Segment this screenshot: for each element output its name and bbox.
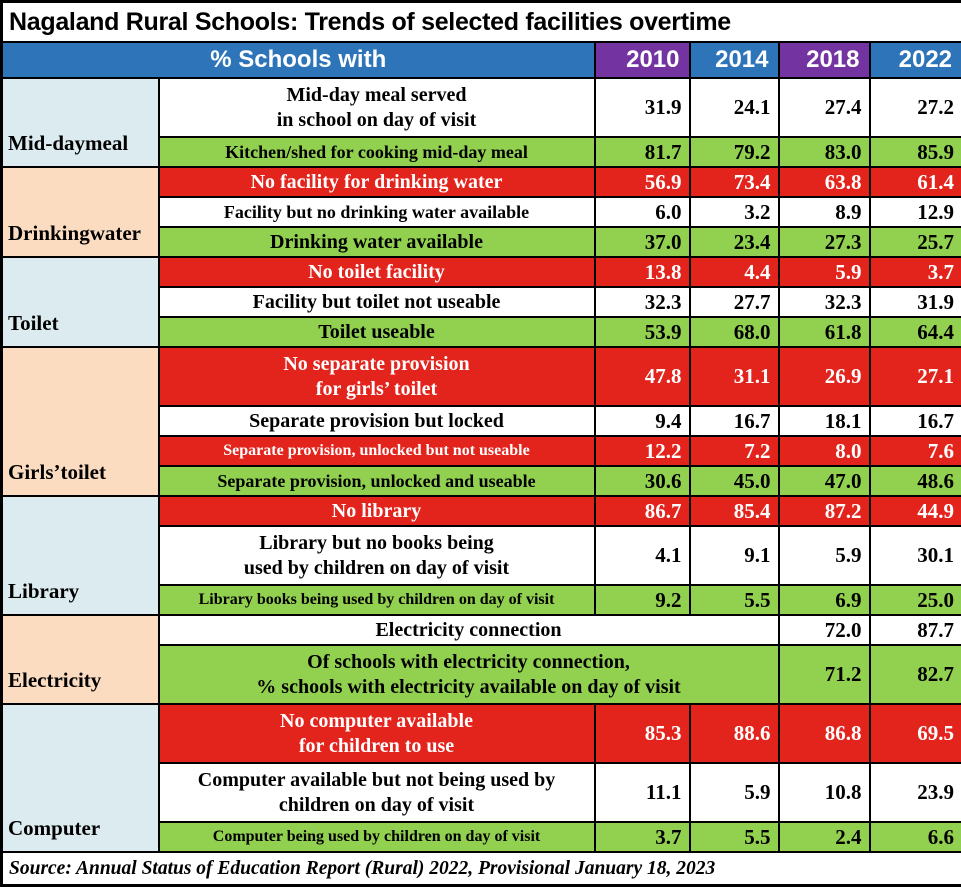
- indicator-label: Computer available but not being used by children on day of visit: [159, 763, 595, 822]
- value-2018: 8.0: [779, 436, 870, 466]
- value-2010: 30.6: [595, 466, 690, 496]
- indicator-label: Separate provision, unlocked and useable: [159, 466, 595, 496]
- value-2014: 7.2: [690, 436, 779, 466]
- value-2010: 37.0: [595, 227, 690, 257]
- value-2010: 85.3: [595, 704, 690, 763]
- value-2022: 31.9: [870, 287, 961, 317]
- indicator-label: No separate provision for girls’ toilet: [159, 347, 595, 406]
- value-2014: 31.1: [690, 347, 779, 406]
- indicator-label: No library: [159, 496, 595, 526]
- value-2018: 27.3: [779, 227, 870, 257]
- value-2010: 47.8: [595, 347, 690, 406]
- value-2010: 81.7: [595, 137, 690, 167]
- indicator-label: Kitchen/shed for cooking mid-day meal: [159, 137, 595, 167]
- value-2022: 85.9: [870, 137, 961, 167]
- value-2022: 12.9: [870, 197, 961, 227]
- value-2022: 44.9: [870, 496, 961, 526]
- value-2010: 56.9: [595, 167, 690, 197]
- value-2014: 5.5: [690, 585, 779, 615]
- year-header-2022: 2022: [870, 42, 961, 78]
- category-label-mid-daymeal: Mid-daymeal: [2, 78, 159, 167]
- title-row: [2, 2, 961, 43]
- value-2022: 48.6: [870, 466, 961, 496]
- value-2022: 7.6: [870, 436, 961, 466]
- indicator-label: Library but no books being used by children on day of visit: [159, 526, 595, 585]
- schools-with-header: % Schools with: [2, 42, 595, 78]
- table-row: [2, 167, 961, 197]
- indicator-label: Library books being used by children on day of visit: [159, 585, 595, 615]
- indicator-label: No facility for drinking water: [159, 167, 595, 197]
- value-2018: 26.9: [779, 347, 870, 406]
- indicator-label: Facility but no drinking water available: [159, 197, 595, 227]
- value-2010: 11.1: [595, 763, 690, 822]
- value-2018: 87.2: [779, 496, 870, 526]
- value-2018: 10.8: [779, 763, 870, 822]
- value-2018: 83.0: [779, 137, 870, 167]
- indicator-label: Of schools with electricity connection, % schools with electricity available on day of visit: [159, 645, 779, 704]
- value-2022: 30.1: [870, 526, 961, 585]
- value-2014: 85.4: [690, 496, 779, 526]
- page-title: Nagaland Rural Schools: Trends of selected facilities overtime: [2, 2, 961, 43]
- value-2018: 47.0: [779, 466, 870, 496]
- value-2018: 71.2: [779, 645, 870, 704]
- indicator-label: Facility but toilet not useable: [159, 287, 595, 317]
- category-label-drinkingwater: Drinkingwater: [2, 167, 159, 257]
- value-2014: 9.1: [690, 526, 779, 585]
- value-2022: 27.2: [870, 78, 961, 137]
- value-2014: 4.4: [690, 257, 779, 287]
- source-row: [2, 852, 961, 886]
- value-2014: 23.4: [690, 227, 779, 257]
- value-2014: 3.2: [690, 197, 779, 227]
- source-note: Source: Annual Status of Education Report (Rural) 2022, Provisional January 18, 2023: [2, 852, 961, 886]
- value-2014: 5.9: [690, 763, 779, 822]
- value-2018: 5.9: [779, 526, 870, 585]
- value-2014: 16.7: [690, 406, 779, 436]
- value-2010: 9.4: [595, 406, 690, 436]
- value-2022: 3.7: [870, 257, 961, 287]
- value-2022: 25.7: [870, 227, 961, 257]
- value-2022: 69.5: [870, 704, 961, 763]
- value-2010: 31.9: [595, 78, 690, 137]
- indicator-label: Drinking water available: [159, 227, 595, 257]
- value-2010: 9.2: [595, 585, 690, 615]
- table-row: [2, 496, 961, 526]
- value-2010: 86.7: [595, 496, 690, 526]
- value-2018: 32.3: [779, 287, 870, 317]
- value-2014: 68.0: [690, 317, 779, 347]
- value-2010: 12.2: [595, 436, 690, 466]
- year-header-2014: 2014: [690, 42, 779, 78]
- value-2010: 53.9: [595, 317, 690, 347]
- category-label-girls-toilet: Girls’toilet: [2, 347, 159, 496]
- indicator-label: Separate provision, unlocked but not useable: [159, 436, 595, 466]
- value-2022: 16.7: [870, 406, 961, 436]
- value-2010: 32.3: [595, 287, 690, 317]
- value-2018: 6.9: [779, 585, 870, 615]
- year-header-2010: 2010: [595, 42, 690, 78]
- value-2010: 4.1: [595, 526, 690, 585]
- value-2022: 87.7: [870, 615, 961, 645]
- indicator-label: Electricity connection: [159, 615, 779, 645]
- category-label-computer: Computer: [2, 704, 159, 852]
- value-2014: 88.6: [690, 704, 779, 763]
- value-2014: 79.2: [690, 137, 779, 167]
- category-label-library: Library: [2, 496, 159, 615]
- value-2010: 13.8: [595, 257, 690, 287]
- indicator-label: No toilet facility: [159, 257, 595, 287]
- indicator-label: Separate provision but locked: [159, 406, 595, 436]
- value-2014: 73.4: [690, 167, 779, 197]
- value-2022: 23.9: [870, 763, 961, 822]
- table-row: [2, 78, 961, 137]
- category-label-toilet: Toilet: [2, 257, 159, 347]
- value-2018: 5.9: [779, 257, 870, 287]
- table-row: [2, 347, 961, 406]
- indicator-label: No computer available for children to use: [159, 704, 595, 763]
- value-2018: 27.4: [779, 78, 870, 137]
- value-2014: 45.0: [690, 466, 779, 496]
- indicator-label: Computer being used by children on day of visit: [159, 822, 595, 852]
- indicator-label: Toilet useable: [159, 317, 595, 347]
- value-2018: 61.8: [779, 317, 870, 347]
- value-2014: 27.7: [690, 287, 779, 317]
- value-2018: 72.0: [779, 615, 870, 645]
- category-label-electricity: Electricity: [2, 615, 159, 704]
- value-2022: 64.4: [870, 317, 961, 347]
- value-2018: 8.9: [779, 197, 870, 227]
- year-header-2018: 2018: [779, 42, 870, 78]
- table-row: [2, 615, 961, 645]
- table-row: [2, 257, 961, 287]
- value-2018: 18.1: [779, 406, 870, 436]
- value-2022: 82.7: [870, 645, 961, 704]
- value-2022: 27.1: [870, 347, 961, 406]
- value-2010: 6.0: [595, 197, 690, 227]
- value-2022: 61.4: [870, 167, 961, 197]
- value-2010: 3.7: [595, 822, 690, 852]
- value-2022: 25.0: [870, 585, 961, 615]
- header-row: [2, 42, 961, 78]
- table-row: [2, 704, 961, 763]
- value-2018: 63.8: [779, 167, 870, 197]
- value-2018: 86.8: [779, 704, 870, 763]
- indicator-label: Mid-day meal served in school on day of visit: [159, 78, 595, 137]
- value-2014: 5.5: [690, 822, 779, 852]
- value-2022: 6.6: [870, 822, 961, 852]
- value-2014: 24.1: [690, 78, 779, 137]
- value-2018: 2.4: [779, 822, 870, 852]
